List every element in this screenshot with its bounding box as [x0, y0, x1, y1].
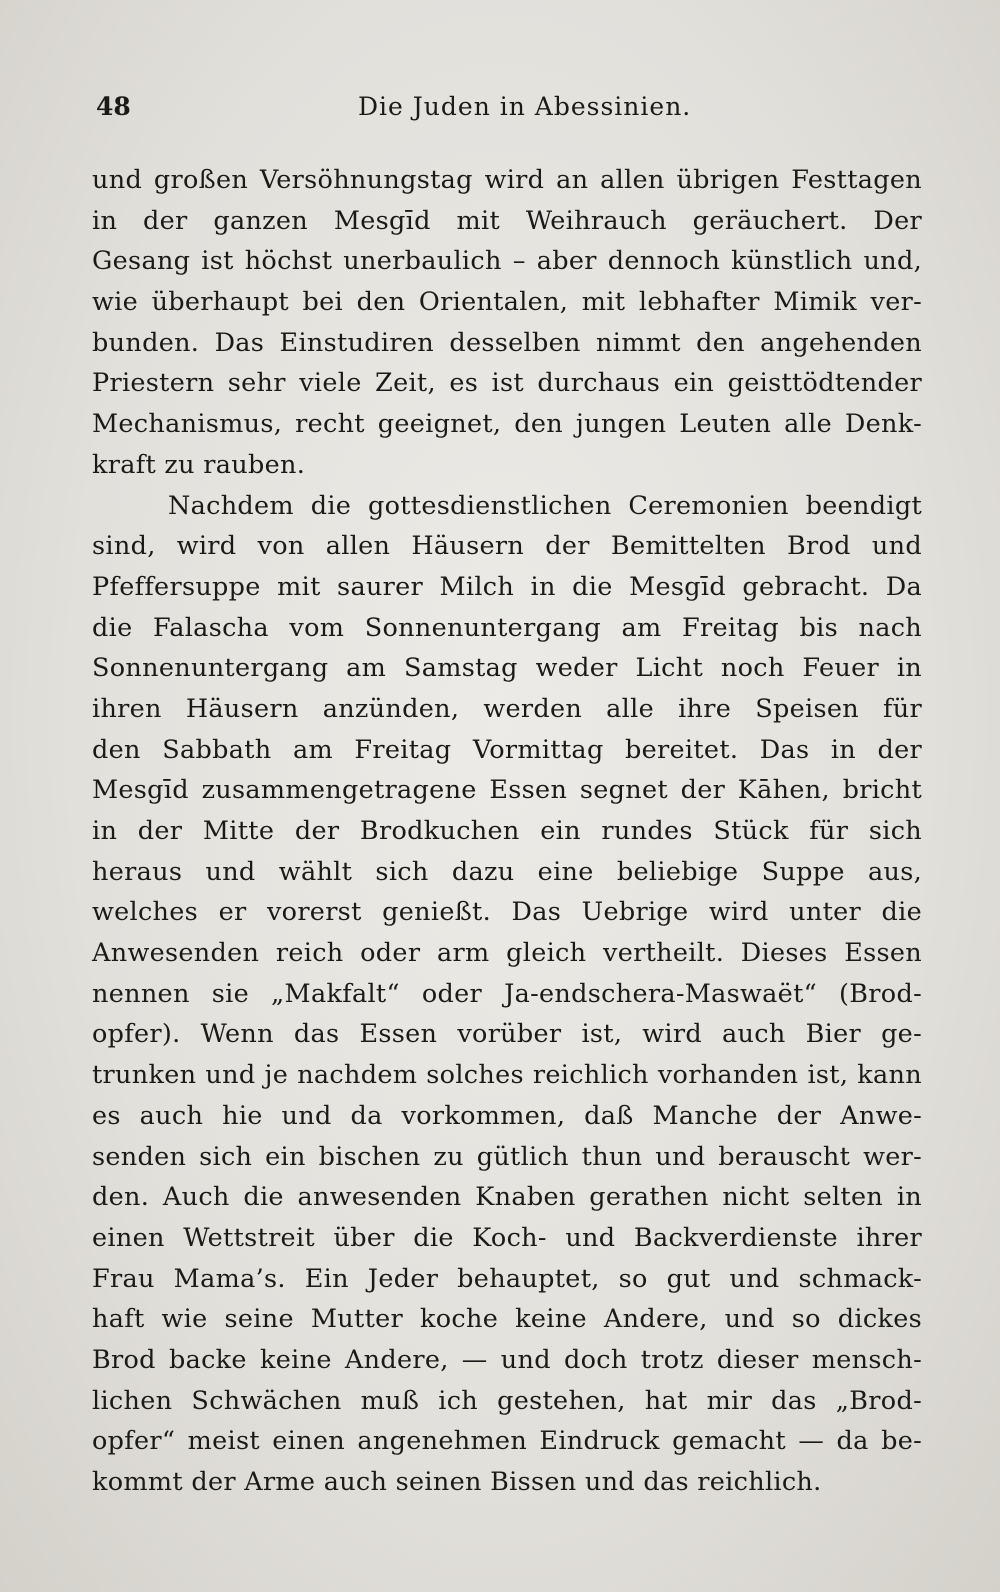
text-line: Mesgīd zusammengetragene Essen segnet der Kāhen, bricht — [92, 775, 922, 806]
text-line: es auch hie und da vorkommen, daß Manche der Anwe- — [92, 1100, 922, 1131]
text-line: kommt der Arme auch seinen Bissen und das reichlich. — [92, 1467, 822, 1497]
text-line: Sonnenuntergang am Samstag weder Licht noch Feuer in — [92, 653, 922, 684]
text-line: einen Wettstreit über die Koch- und Backverdienste ihrer — [92, 1222, 922, 1253]
text-line: bunden. Das Einstudiren desselben nimmt den angehenden — [92, 327, 922, 358]
text-line: Pfeffersuppe mit saurer Milch in die Mesgīd gebracht. Da — [92, 571, 922, 602]
text-line: Brod backe keine Andere, — und doch trotz dieser mensch- — [92, 1344, 922, 1375]
text-line: ihren Häusern anzünden, werden alle ihre Speisen für — [92, 693, 922, 724]
text-line: Nachdem die gottesdienstlichen Ceremonien beendigt — [168, 490, 922, 521]
text-line: die Falascha vom Sonnenuntergang am Freitag bis nach — [92, 612, 922, 643]
text-line: opfer). Wenn das Essen vorüber ist, wird auch Bier ge- — [92, 1019, 922, 1050]
text-line: Anwesenden reich oder arm gleich vertheilt. Dieses Essen — [92, 938, 922, 969]
text-line: kraft zu rauben. — [92, 449, 306, 480]
text-line: welches er vorerst genießt. Das Uebrige wird unter die — [92, 897, 922, 928]
text-line: haft wie seine Mutter koche keine Andere, und so dickes — [92, 1304, 922, 1335]
text-line: Priestern sehr viele Zeit, es ist durchaus ein geisttödtender — [92, 368, 922, 399]
text-line: trunken und je nachdem solches reichlich vorhanden ist, kann — [92, 1060, 922, 1091]
running-title: Die Juden in Abessinien. — [358, 92, 692, 121]
text-line: den Sabbath am Freitag Vormittag bereitet. Das in der — [92, 734, 922, 765]
page-number: 48 — [96, 92, 131, 121]
text-line: und großen Versöhnungstag wird an allen übrigen Festtagen — [92, 165, 922, 195]
text-line: opfer“ meist einen angenehmen Eindruck gemacht — da be- — [92, 1426, 922, 1457]
text-line: in der Mitte der Brodkuchen ein rundes Stück für sich — [92, 816, 922, 846]
text-line: wie überhaupt bei den Orientalen, mit lebhafter Mimik ver- — [92, 287, 922, 318]
text-line: sind, wird von allen Häusern der Bemittelten Brod und — [92, 531, 922, 562]
body-text — [92, 160, 922, 1503]
text-line: lichen Schwächen muß ich gestehen, hat mir das „Brod- — [92, 1385, 922, 1416]
text-line: in der ganzen Mesgīd mit Weihrauch geräuchert. Der — [92, 205, 922, 236]
text-line: Gesang ist höchst unerbaulich – aber dennoch künstlich und, — [92, 246, 922, 277]
text-line: Frau Mama’s. Ein Jeder behauptet, so gut und schmack- — [92, 1263, 922, 1294]
text-line: nennen sie „Makfalt“ oder Ja-endschera-Maswaët“ (Brod- — [92, 978, 922, 1009]
text-line: Mechanismus, recht geeignet, den jungen Leuten alle Denk- — [92, 409, 922, 440]
text-line: senden sich ein bischen zu gütlich thun und berauscht wer- — [92, 1141, 922, 1172]
text-line: den. Auch die anwesenden Knaben gerathen nicht selten in — [92, 1182, 922, 1213]
page-header — [96, 92, 916, 132]
text-line: heraus und wählt sich dazu eine beliebige Suppe aus, — [92, 856, 922, 887]
